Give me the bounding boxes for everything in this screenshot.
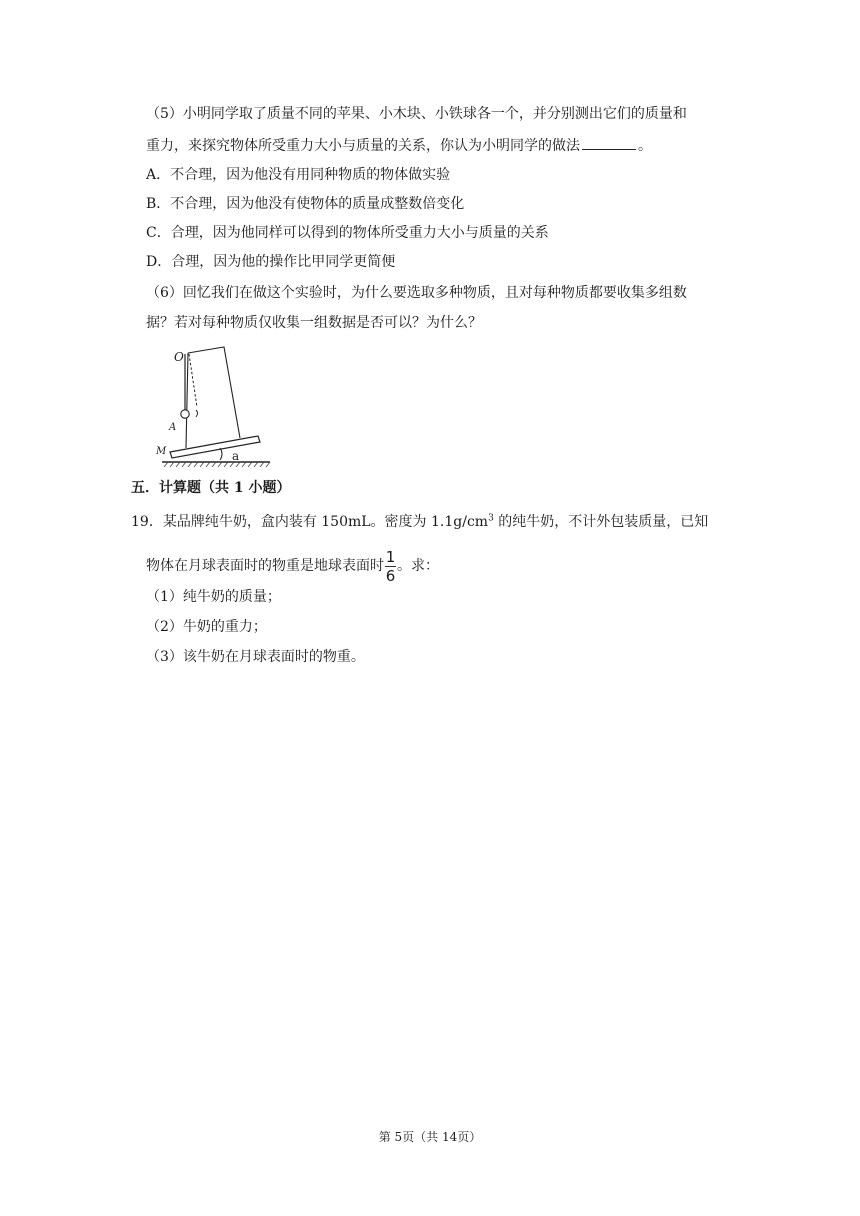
fraction-one-sixth <box>385 549 396 584</box>
q19-line-1-text: 19．某品牌纯牛奶，盒内装有 150mL。密度为 1.1g/cm <box>131 514 489 530</box>
q6-line-1: （6）回忆我们在做这个实验时，为什么要选取多种物质，且对每种物质都要收集多组数 <box>146 285 687 301</box>
q19-line-2 <box>146 548 439 584</box>
q5-option-c: C．合理，因为他同样可以得到的物体所受重力大小与质量的关系 <box>146 225 549 241</box>
q5-line-2 <box>146 135 652 156</box>
section-heading: 五．计算题（共 1 小题） <box>131 480 291 496</box>
dashed-vertical-line <box>189 354 197 407</box>
label-m: M <box>156 446 167 457</box>
frame-left-edge <box>186 353 188 448</box>
fraction-numerator: 1 <box>385 547 396 566</box>
inclined-board <box>170 436 260 458</box>
q5-line-2-text: 重力，来探究物体所受重力大小与质量的关系，你认为小明同学的做法 <box>146 138 580 154</box>
q19-line-2-end: 。求： <box>397 558 439 574</box>
label-angle: a <box>232 449 240 463</box>
label-o: O <box>174 350 184 364</box>
q5-line-2-end: 。 <box>638 138 652 154</box>
q5-option-b: B．不合理，因为他没有使物体的质量成整数倍变化 <box>146 196 465 212</box>
q19-part-2: （2）牛奶的重力； <box>146 619 267 635</box>
q19-part-3: （3）该牛奶在月球表面时的物重。 <box>146 649 365 665</box>
fraction-denominator: 6 <box>385 566 396 585</box>
q19-line-1-end: 的纯牛奶，不计外包装质量，已知 <box>493 514 709 530</box>
pendulum-ball <box>181 410 189 418</box>
frame-top-right <box>188 347 240 438</box>
label-a: A <box>169 422 177 433</box>
page-footer: 第 5页（共 14页） <box>378 1130 482 1144</box>
q19-line-1 <box>131 512 708 532</box>
q6-line-2: 据？若对每种物质仅收集一组数据是否可以？为什么？ <box>146 315 482 331</box>
ball-reference-mark <box>196 410 198 417</box>
pendulum-incline-diagram <box>150 340 280 470</box>
q5-option-a: A．不合理，因为他没有用同种物质的物体做实验 <box>146 167 451 183</box>
q5-line-1: （5）小明同学取了质量不同的苹果、小木块、小铁球各一个，并分别测出它们的质量和 <box>146 106 687 122</box>
answer-blank <box>582 135 636 150</box>
q5-option-d: D．合理，因为他的操作比甲同学更简便 <box>146 254 396 270</box>
q19-superscript: 3 <box>488 513 494 524</box>
q19-part-1: （1）纯牛奶的质量； <box>146 589 281 605</box>
q19-line-2-text: 物体在月球表面时的物重是地球表面时 <box>146 558 384 574</box>
